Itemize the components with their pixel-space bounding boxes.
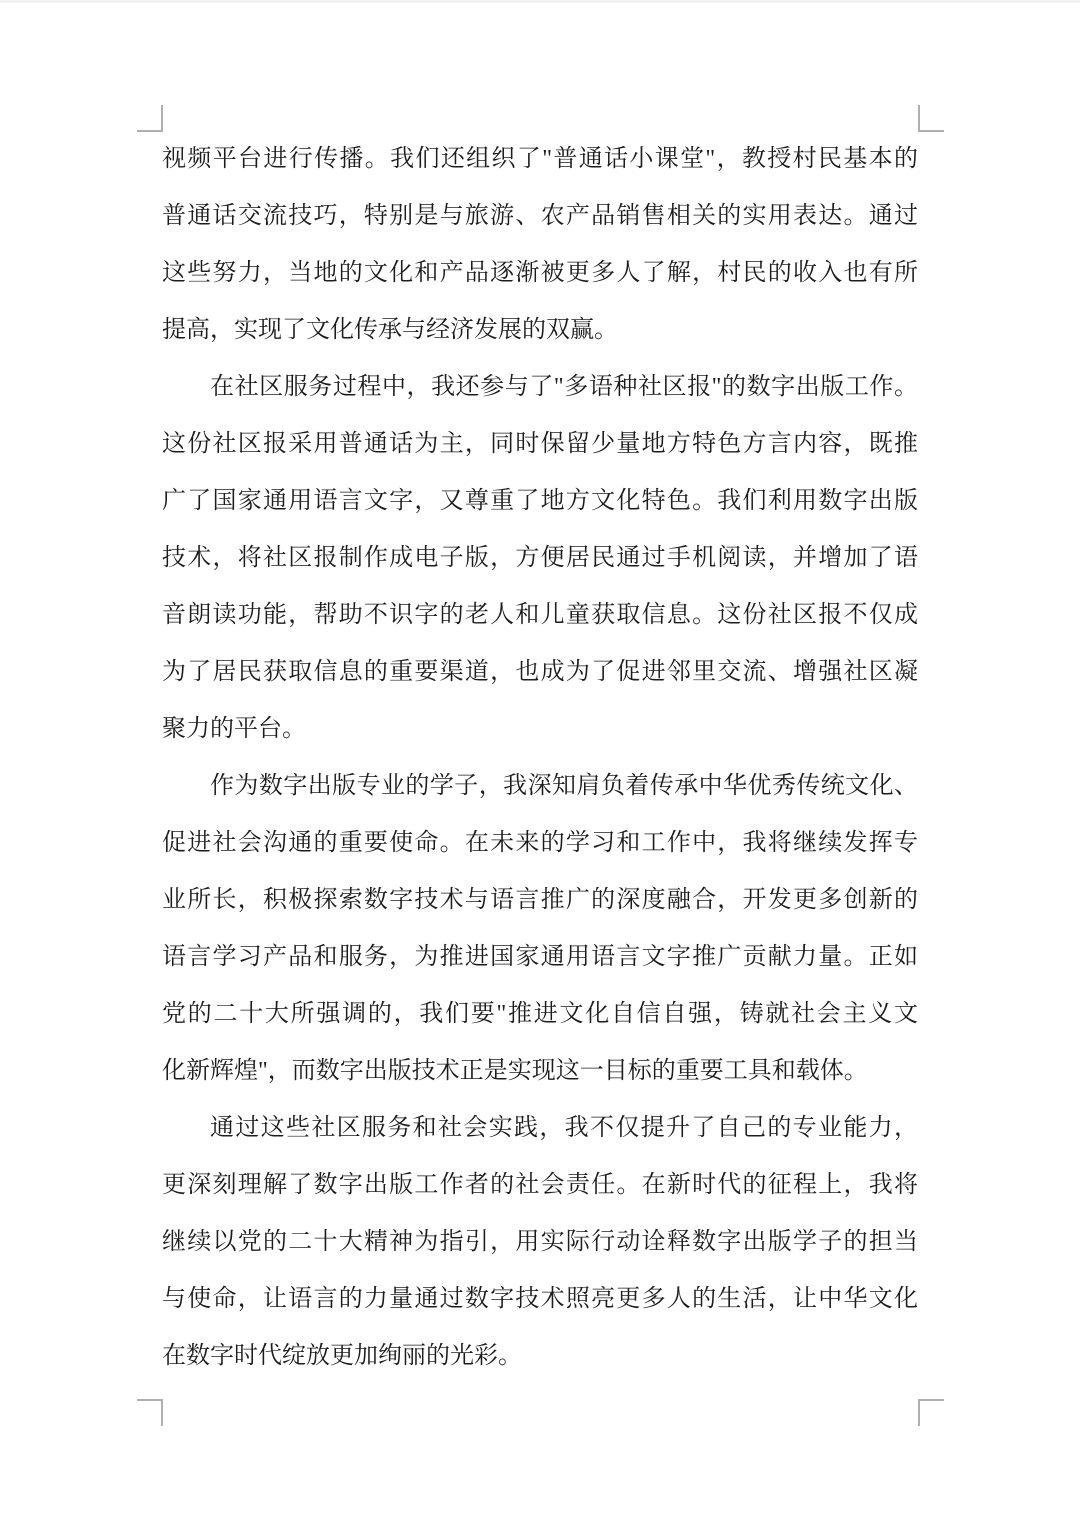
page-top-edge bbox=[0, 0, 1080, 3]
text-line: 音朗读功能，帮助不识字的老人和儿童获取信息。这份社区报不仅成 bbox=[162, 602, 918, 628]
text-line: 技术，将社区报制作成电子版，方便居民通过手机阅读，并增加了语 bbox=[162, 545, 918, 571]
text-line: 普通话交流技巧，特别是与旅游、农产品销售相关的实用表达。通过 bbox=[162, 203, 918, 229]
paragraph bbox=[162, 758, 918, 1100]
text-line: 作为数字出版专业的学子，我深知肩负着传承中华优秀传统文化、 bbox=[210, 773, 918, 799]
crop-mark-top-right bbox=[918, 105, 944, 132]
text-line: 这份社区报采用普通话为主，同时保留少量地方特色方言内容，既推 bbox=[162, 431, 918, 457]
text-line: 更深刻理解了数字出版工作者的社会责任。在新时代的征程上，我将 bbox=[162, 1172, 918, 1198]
text-line: 语言学习产品和服务，为推进国家通用语言文字推广贡献力量。正如 bbox=[162, 944, 918, 970]
crop-mark-bottom-left bbox=[137, 1399, 163, 1426]
text-line: 视频平台进行传播。我们还组织了"普通话小课堂"，教授村民基本的 bbox=[162, 146, 918, 172]
text-line: 与使命，让语言的力量通过数字技术照亮更多人的生活，让中华文化 bbox=[162, 1286, 918, 1312]
text-line: 为了居民获取信息的重要渠道，也成为了促进邻里交流、增强社区凝 bbox=[162, 659, 918, 685]
text-line: 聚力的平台。 bbox=[162, 716, 306, 742]
text-line: 提高，实现了文化传承与经济发展的双赢。 bbox=[162, 317, 618, 343]
text-line: 在社区服务过程中，我还参与了"多语种社区报"的数字出版工作。 bbox=[210, 374, 918, 400]
crop-mark-top-left bbox=[137, 105, 163, 132]
text-line: 这些努力，当地的文化和产品逐渐被更多人了解，村民的收入也有所 bbox=[162, 260, 918, 286]
text-line: 在数字时代绽放更加绚丽的光彩。 bbox=[162, 1343, 522, 1369]
paragraph bbox=[162, 1100, 918, 1385]
text-line: 广了国家通用语言文字，又尊重了地方文化特色。我们利用数字出版 bbox=[162, 488, 918, 514]
text-line: 通过这些社区服务和社会实践，我不仅提升了自己的专业能力， bbox=[210, 1115, 918, 1141]
text-line: 化新辉煌"，而数字出版技术正是实现这一目标的重要工具和载体。 bbox=[162, 1058, 868, 1084]
text-line: 党的二十大所强调的，我们要"推进文化自信自强，铸就社会主义文 bbox=[162, 1001, 918, 1027]
crop-mark-bottom-right bbox=[918, 1399, 944, 1426]
text-body bbox=[162, 131, 918, 1385]
paragraph bbox=[162, 359, 918, 758]
text-line: 业所长，积极探索数字技术与语言推广的深度融合，开发更多创新的 bbox=[162, 887, 918, 913]
text-line: 促进社会沟通的重要使命。在未来的学习和工作中，我将继续发挥专 bbox=[162, 830, 918, 856]
paragraph bbox=[162, 131, 918, 359]
text-line: 继续以党的二十大精神为指引，用实际行动诠释数字出版学子的担当 bbox=[162, 1229, 918, 1255]
